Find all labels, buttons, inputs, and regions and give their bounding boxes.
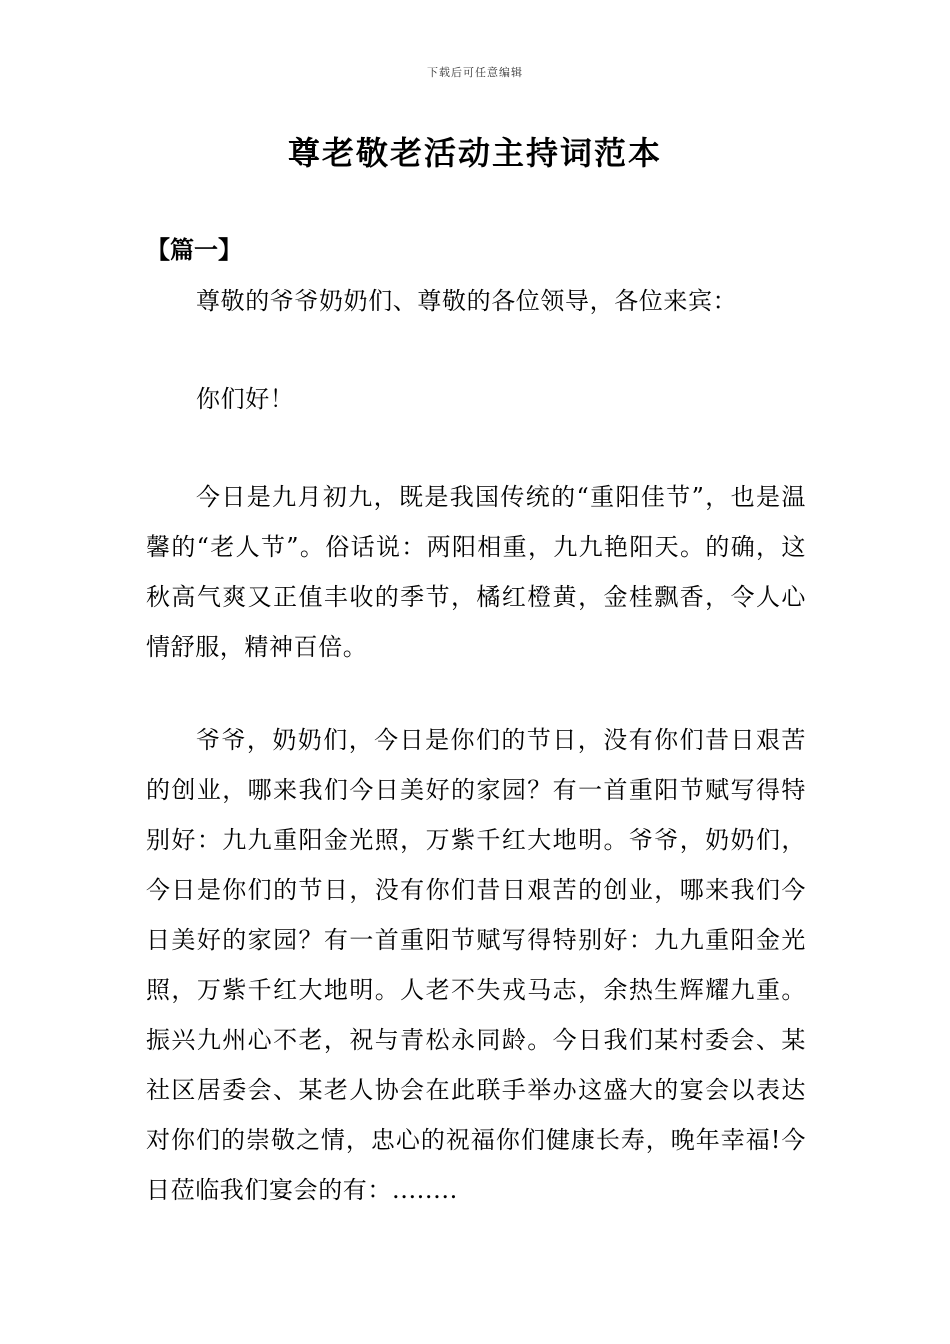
header-note: 下载后可任意编辑 — [427, 66, 523, 79]
paragraph-tribute: 爷爷，奶奶们，今日是你们的节日，没有你们昔日艰苦的创业，哪来我们今日美好的家园？有一首重阳节赋写得特别好：九九重阳金光照，万紫千红大地明。爷爷，奶奶们，今日是你们的节日，没有你们昔日艰苦的创业，哪来我们今日美好的家园？有一首重阳节赋写得特别好：九九重阳金光照，万紫千红大地明。人老不失戎马志，余热生辉耀九重。振兴九州心不老，祝与青松永同龄。今日我们某村委会、某社区居委会、某老人协会在此联手举办这盛大的宴会以表达对你们的崇敬之情，忠心的祝福你们健康长寿，晚年幸福!今日莅临我们宴会的有：........ — [146, 726, 806, 1204]
paragraph-hello: 你们好！ — [196, 385, 295, 413]
section-label: 【篇一】 — [146, 235, 242, 264]
paragraph-festival: 今日是九月初九，既是我国传统的“重阳佳节”，也是温馨的“老人节”。俗话说：两阳相重，九九艳阳天。的确，这秋高气爽又正值丰收的季节，橘红橙黄，金桂飘香，令人心情舒服，精神百倍。 — [146, 483, 806, 661]
document-title: 尊老敬老活动主持词范本 — [287, 134, 662, 172]
paragraph-greeting: 尊敬的爷爷奶奶们、尊敬的各位领导，各位来宾： — [196, 287, 738, 315]
